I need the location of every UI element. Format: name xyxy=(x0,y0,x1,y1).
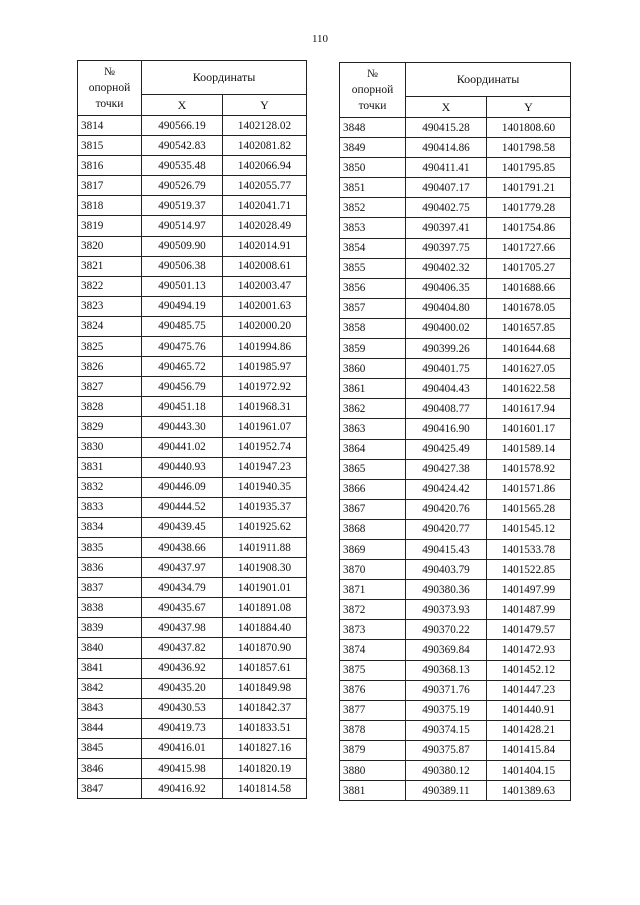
point-number-cell: 3864 xyxy=(340,439,406,459)
point-number-cell: 3835 xyxy=(78,537,142,557)
x-coordinate-cell: 490403.79 xyxy=(406,560,487,580)
x-coordinate-cell: 490420.76 xyxy=(406,499,487,519)
table-row xyxy=(340,519,571,539)
y-coordinate-cell: 1401870.90 xyxy=(223,638,307,658)
x-coordinate-cell: 490443.30 xyxy=(142,417,223,437)
y-coordinate-cell: 1401678.05 xyxy=(487,298,571,318)
x-coordinate-cell: 490425.49 xyxy=(406,439,487,459)
page-number: 110 xyxy=(311,33,329,45)
y-coordinate-cell: 1401644.68 xyxy=(487,339,571,359)
y-coordinate-cell: 1401791.21 xyxy=(487,178,571,198)
point-number-cell: 3832 xyxy=(78,477,142,497)
point-number-header xyxy=(78,61,142,116)
table-row xyxy=(78,377,307,397)
y-coordinate-cell: 1401472.93 xyxy=(487,640,571,660)
y-coordinate-cell: 1401389.63 xyxy=(487,781,571,801)
y-coordinate-cell: 1401808.60 xyxy=(487,118,571,138)
x-coordinate-cell: 490374.15 xyxy=(406,720,487,740)
coordinates-header: Координаты xyxy=(142,61,307,95)
x-coordinate-cell: 490437.82 xyxy=(142,638,223,658)
y-coordinate-cell: 1402000.20 xyxy=(223,316,307,336)
y-coordinate-cell: 1401925.62 xyxy=(223,517,307,537)
y-coordinate-cell: 1401627.05 xyxy=(487,359,571,379)
point-number-cell: 3838 xyxy=(78,598,142,618)
point-number-cell: 3827 xyxy=(78,377,142,397)
y-coordinate-cell: 1402001.63 xyxy=(223,296,307,316)
table-row xyxy=(340,640,571,660)
y-coordinate-cell: 1401952.74 xyxy=(223,437,307,457)
y-coordinate-cell: 1401947.23 xyxy=(223,457,307,477)
y-coordinate-cell: 1401578.92 xyxy=(487,459,571,479)
point-number-cell: 3828 xyxy=(78,397,142,417)
y-coordinate-cell: 1401688.66 xyxy=(487,278,571,298)
table-row xyxy=(340,339,571,359)
header-num-line-2: опорной xyxy=(88,82,131,94)
x-coordinate-cell: 490475.76 xyxy=(142,337,223,357)
x-coordinate-cell: 490416.01 xyxy=(142,738,223,758)
x-coordinate-cell: 490408.77 xyxy=(406,399,487,419)
y-header: Y xyxy=(223,95,307,116)
table-row xyxy=(340,198,571,218)
x-coordinate-cell: 490375.87 xyxy=(406,740,487,760)
table-row xyxy=(340,178,571,198)
x-coordinate-cell: 490427.38 xyxy=(406,459,487,479)
y-coordinate-cell: 1401911.88 xyxy=(223,537,307,557)
point-number-header xyxy=(340,63,406,118)
y-header: Y xyxy=(487,97,571,118)
x-coordinate-cell: 490406.35 xyxy=(406,278,487,298)
x-coordinate-cell: 490494.19 xyxy=(142,296,223,316)
x-coordinate-cell: 490465.72 xyxy=(142,357,223,377)
point-number-cell: 3847 xyxy=(78,779,142,799)
y-coordinate-cell: 1401849.98 xyxy=(223,678,307,698)
table-row xyxy=(78,417,307,437)
point-number-cell: 3831 xyxy=(78,457,142,477)
point-number-cell: 3834 xyxy=(78,517,142,537)
x-coordinate-cell: 490444.52 xyxy=(142,497,223,517)
table-row xyxy=(78,759,307,779)
y-coordinate-cell: 1401968.31 xyxy=(223,397,307,417)
x-coordinate-cell: 490370.22 xyxy=(406,620,487,640)
point-number-cell: 3814 xyxy=(78,116,142,136)
table-row xyxy=(78,256,307,276)
x-coordinate-cell: 490414.86 xyxy=(406,138,487,158)
coordinates-table-right xyxy=(339,62,571,801)
y-coordinate-cell: 1401798.58 xyxy=(487,138,571,158)
x-coordinate-cell: 490389.11 xyxy=(406,781,487,801)
point-number-cell: 3850 xyxy=(340,158,406,178)
table-row xyxy=(78,477,307,497)
point-number-cell: 3833 xyxy=(78,497,142,517)
table-row xyxy=(340,479,571,499)
y-coordinate-cell: 1401487.99 xyxy=(487,600,571,620)
x-coordinate-cell: 490526.79 xyxy=(142,176,223,196)
y-coordinate-cell: 1401727.66 xyxy=(487,238,571,258)
point-number-cell: 3866 xyxy=(340,479,406,499)
table-row xyxy=(340,600,571,620)
x-coordinate-cell: 490369.84 xyxy=(406,640,487,660)
point-number-cell: 3873 xyxy=(340,620,406,640)
y-coordinate-cell: 1401779.28 xyxy=(487,198,571,218)
table-row xyxy=(78,658,307,678)
y-coordinate-cell: 1401479.57 xyxy=(487,620,571,640)
point-number-cell: 3848 xyxy=(340,118,406,138)
x-coordinate-cell: 490399.26 xyxy=(406,339,487,359)
table-row xyxy=(340,298,571,318)
table-row xyxy=(340,278,571,298)
table-row xyxy=(78,316,307,336)
table-row xyxy=(78,176,307,196)
table-row xyxy=(340,700,571,720)
table-row xyxy=(340,720,571,740)
x-coordinate-cell: 490416.90 xyxy=(406,419,487,439)
header-num-line-2: опорной xyxy=(351,84,394,96)
coordinates-table-left xyxy=(77,60,307,799)
x-coordinate-cell: 490434.79 xyxy=(142,578,223,598)
y-coordinate-cell: 1401994.86 xyxy=(223,337,307,357)
point-number-cell: 3819 xyxy=(78,216,142,236)
point-number-cell: 3825 xyxy=(78,337,142,357)
y-coordinate-cell: 1401985.97 xyxy=(223,357,307,377)
point-number-cell: 3816 xyxy=(78,156,142,176)
x-coordinate-cell: 490402.32 xyxy=(406,258,487,278)
x-coordinate-cell: 490415.28 xyxy=(406,118,487,138)
x-coordinate-cell: 490420.77 xyxy=(406,519,487,539)
table-row xyxy=(78,337,307,357)
point-number-cell: 3837 xyxy=(78,578,142,598)
x-coordinate-cell: 490519.37 xyxy=(142,196,223,216)
point-number-cell: 3843 xyxy=(78,698,142,718)
point-number-cell: 3876 xyxy=(340,680,406,700)
table-row xyxy=(340,419,571,439)
y-coordinate-cell: 1402041.71 xyxy=(223,196,307,216)
point-number-cell: 3869 xyxy=(340,539,406,559)
y-coordinate-cell: 1401820.19 xyxy=(223,759,307,779)
point-number-cell: 3844 xyxy=(78,718,142,738)
y-coordinate-cell: 1401961.07 xyxy=(223,417,307,437)
table-row xyxy=(340,499,571,519)
point-number-cell: 3863 xyxy=(340,419,406,439)
x-coordinate-cell: 490404.43 xyxy=(406,379,487,399)
table-row xyxy=(340,560,571,580)
table-row xyxy=(78,598,307,618)
table-row xyxy=(78,558,307,578)
x-coordinate-cell: 490514.97 xyxy=(142,216,223,236)
header-num-line-1: № xyxy=(367,68,378,80)
y-coordinate-cell: 1402066.94 xyxy=(223,156,307,176)
point-number-cell: 3845 xyxy=(78,738,142,758)
x-coordinate-cell: 490401.75 xyxy=(406,359,487,379)
x-coordinate-cell: 490416.92 xyxy=(142,779,223,799)
table-row xyxy=(340,399,571,419)
x-coordinate-cell: 490407.17 xyxy=(406,178,487,198)
header-num-line-3: точки xyxy=(358,100,387,112)
table-row xyxy=(78,216,307,236)
y-coordinate-cell: 1401705.27 xyxy=(487,258,571,278)
table-row xyxy=(340,118,571,138)
table-row xyxy=(78,357,307,377)
point-number-cell: 3852 xyxy=(340,198,406,218)
x-coordinate-cell: 490419.73 xyxy=(142,718,223,738)
table-row xyxy=(340,318,571,338)
y-coordinate-cell: 1401972.92 xyxy=(223,377,307,397)
x-header: X xyxy=(142,95,223,116)
table-row xyxy=(340,218,571,238)
y-coordinate-cell: 1401857.61 xyxy=(223,658,307,678)
table-row xyxy=(78,537,307,557)
table-row xyxy=(78,718,307,738)
y-coordinate-cell: 1401891.08 xyxy=(223,598,307,618)
x-coordinate-cell: 490439.45 xyxy=(142,517,223,537)
point-number-cell: 3823 xyxy=(78,296,142,316)
point-number-cell: 3839 xyxy=(78,618,142,638)
table-row xyxy=(78,578,307,598)
point-number-cell: 3874 xyxy=(340,640,406,660)
y-coordinate-cell: 1401452.12 xyxy=(487,660,571,680)
y-coordinate-cell: 1401571.86 xyxy=(487,479,571,499)
x-coordinate-cell: 490375.19 xyxy=(406,700,487,720)
x-coordinate-cell: 490397.75 xyxy=(406,238,487,258)
y-coordinate-cell: 1402055.77 xyxy=(223,176,307,196)
point-number-cell: 3817 xyxy=(78,176,142,196)
x-coordinate-cell: 490400.02 xyxy=(406,318,487,338)
x-coordinate-cell: 490380.36 xyxy=(406,580,487,600)
x-coordinate-cell: 490485.75 xyxy=(142,316,223,336)
x-coordinate-cell: 490446.09 xyxy=(142,477,223,497)
y-coordinate-cell: 1401497.99 xyxy=(487,580,571,600)
point-number-cell: 3836 xyxy=(78,558,142,578)
point-number-cell: 3867 xyxy=(340,499,406,519)
table-row xyxy=(340,740,571,760)
x-coordinate-cell: 490437.98 xyxy=(142,618,223,638)
x-coordinate-cell: 490435.67 xyxy=(142,598,223,618)
x-coordinate-cell: 490424.42 xyxy=(406,479,487,499)
point-number-cell: 3840 xyxy=(78,638,142,658)
y-coordinate-cell: 1401617.94 xyxy=(487,399,571,419)
header-num-line-1: № xyxy=(104,66,115,78)
table-row xyxy=(340,580,571,600)
y-coordinate-cell: 1401657.85 xyxy=(487,318,571,338)
point-number-cell: 3877 xyxy=(340,700,406,720)
point-number-cell: 3860 xyxy=(340,359,406,379)
y-coordinate-cell: 1401533.78 xyxy=(487,539,571,559)
point-number-cell: 3881 xyxy=(340,781,406,801)
y-coordinate-cell: 1401545.12 xyxy=(487,519,571,539)
x-header: X xyxy=(406,97,487,118)
coordinates-header: Координаты xyxy=(406,63,571,97)
point-number-cell: 3815 xyxy=(78,136,142,156)
x-coordinate-cell: 490451.18 xyxy=(142,397,223,417)
table-row xyxy=(78,156,307,176)
y-coordinate-cell: 1402008.61 xyxy=(223,256,307,276)
table-row xyxy=(78,618,307,638)
point-number-cell: 3829 xyxy=(78,417,142,437)
point-number-cell: 3865 xyxy=(340,459,406,479)
x-coordinate-cell: 490380.12 xyxy=(406,761,487,781)
table-row xyxy=(78,116,307,136)
y-coordinate-cell: 1402081.82 xyxy=(223,136,307,156)
table-row xyxy=(78,738,307,758)
table-row xyxy=(340,620,571,640)
x-coordinate-cell: 490509.90 xyxy=(142,236,223,256)
x-coordinate-cell: 490542.83 xyxy=(142,136,223,156)
table-row xyxy=(78,397,307,417)
x-coordinate-cell: 490411.41 xyxy=(406,158,487,178)
point-number-cell: 3872 xyxy=(340,600,406,620)
y-coordinate-cell: 1402028.49 xyxy=(223,216,307,236)
x-coordinate-cell: 490506.38 xyxy=(142,256,223,276)
table-row xyxy=(340,258,571,278)
y-coordinate-cell: 1401901.01 xyxy=(223,578,307,598)
point-number-cell: 3871 xyxy=(340,580,406,600)
point-number-cell: 3820 xyxy=(78,236,142,256)
x-coordinate-cell: 490371.76 xyxy=(406,680,487,700)
table-row xyxy=(340,459,571,479)
y-coordinate-cell: 1401795.85 xyxy=(487,158,571,178)
x-coordinate-cell: 490430.53 xyxy=(142,698,223,718)
table-row xyxy=(340,781,571,801)
table-row xyxy=(340,761,571,781)
x-coordinate-cell: 490437.97 xyxy=(142,558,223,578)
table-row xyxy=(78,678,307,698)
y-coordinate-cell: 1401908.30 xyxy=(223,558,307,578)
point-number-cell: 3861 xyxy=(340,379,406,399)
x-coordinate-cell: 490435.20 xyxy=(142,678,223,698)
y-coordinate-cell: 1402014.91 xyxy=(223,236,307,256)
point-number-cell: 3862 xyxy=(340,399,406,419)
y-coordinate-cell: 1401589.14 xyxy=(487,439,571,459)
y-coordinate-cell: 1401601.17 xyxy=(487,419,571,439)
table-row xyxy=(340,359,571,379)
point-number-cell: 3853 xyxy=(340,218,406,238)
x-coordinate-cell: 490415.43 xyxy=(406,539,487,559)
table-row xyxy=(78,196,307,216)
point-number-cell: 3856 xyxy=(340,278,406,298)
point-number-cell: 3879 xyxy=(340,740,406,760)
point-number-cell: 3824 xyxy=(78,316,142,336)
x-coordinate-cell: 490456.79 xyxy=(142,377,223,397)
table-row xyxy=(78,136,307,156)
y-coordinate-cell: 1401935.37 xyxy=(223,497,307,517)
table-row xyxy=(340,158,571,178)
x-coordinate-cell: 490436.92 xyxy=(142,658,223,678)
point-number-cell: 3821 xyxy=(78,256,142,276)
x-coordinate-cell: 490501.13 xyxy=(142,276,223,296)
table-row xyxy=(78,276,307,296)
y-coordinate-cell: 1401842.37 xyxy=(223,698,307,718)
y-coordinate-cell: 1401415.84 xyxy=(487,740,571,760)
table-row xyxy=(78,457,307,477)
y-coordinate-cell: 1401404.15 xyxy=(487,761,571,781)
table-row xyxy=(340,439,571,459)
point-number-cell: 3857 xyxy=(340,298,406,318)
y-coordinate-cell: 1401827.16 xyxy=(223,738,307,758)
x-coordinate-cell: 490373.93 xyxy=(406,600,487,620)
table-row xyxy=(78,638,307,658)
y-coordinate-cell: 1401565.28 xyxy=(487,499,571,519)
y-coordinate-cell: 1401833.51 xyxy=(223,718,307,738)
point-number-cell: 3868 xyxy=(340,519,406,539)
table-row xyxy=(78,779,307,799)
x-coordinate-cell: 490402.75 xyxy=(406,198,487,218)
table-row xyxy=(340,539,571,559)
table-row xyxy=(78,497,307,517)
point-number-cell: 3818 xyxy=(78,196,142,216)
y-coordinate-cell: 1401622.58 xyxy=(487,379,571,399)
x-coordinate-cell: 490404.80 xyxy=(406,298,487,318)
point-number-cell: 3822 xyxy=(78,276,142,296)
y-coordinate-cell: 1401814.58 xyxy=(223,779,307,799)
table-row xyxy=(78,698,307,718)
y-coordinate-cell: 1401940.35 xyxy=(223,477,307,497)
point-number-cell: 3849 xyxy=(340,138,406,158)
x-coordinate-cell: 490440.93 xyxy=(142,457,223,477)
point-number-cell: 3878 xyxy=(340,720,406,740)
y-coordinate-cell: 1402003.47 xyxy=(223,276,307,296)
point-number-cell: 3842 xyxy=(78,678,142,698)
point-number-cell: 3880 xyxy=(340,761,406,781)
x-coordinate-cell: 490566.19 xyxy=(142,116,223,136)
table-row xyxy=(340,680,571,700)
header-num-line-3: точки xyxy=(95,98,124,110)
y-coordinate-cell: 1401754.86 xyxy=(487,218,571,238)
point-number-cell: 3859 xyxy=(340,339,406,359)
point-number-cell: 3854 xyxy=(340,238,406,258)
x-coordinate-cell: 490415.98 xyxy=(142,759,223,779)
x-coordinate-cell: 490397.41 xyxy=(406,218,487,238)
y-coordinate-cell: 1401884.40 xyxy=(223,618,307,638)
point-number-cell: 3826 xyxy=(78,357,142,377)
table-row xyxy=(78,437,307,457)
y-coordinate-cell: 1402128.02 xyxy=(223,116,307,136)
point-number-cell: 3851 xyxy=(340,178,406,198)
point-number-cell: 3846 xyxy=(78,759,142,779)
table-row xyxy=(340,138,571,158)
x-coordinate-cell: 490368.13 xyxy=(406,660,487,680)
point-number-cell: 3841 xyxy=(78,658,142,678)
point-number-cell: 3875 xyxy=(340,660,406,680)
point-number-cell: 3858 xyxy=(340,318,406,338)
table-row xyxy=(340,660,571,680)
table-row xyxy=(78,296,307,316)
x-coordinate-cell: 490438.66 xyxy=(142,537,223,557)
y-coordinate-cell: 1401440.91 xyxy=(487,700,571,720)
x-coordinate-cell: 490535.48 xyxy=(142,156,223,176)
x-coordinate-cell: 490441.02 xyxy=(142,437,223,457)
table-row xyxy=(340,238,571,258)
table-row xyxy=(340,379,571,399)
y-coordinate-cell: 1401447.23 xyxy=(487,680,571,700)
table-row xyxy=(78,236,307,256)
point-number-cell: 3855 xyxy=(340,258,406,278)
y-coordinate-cell: 1401428.21 xyxy=(487,720,571,740)
y-coordinate-cell: 1401522.85 xyxy=(487,560,571,580)
point-number-cell: 3830 xyxy=(78,437,142,457)
table-row xyxy=(78,517,307,537)
point-number-cell: 3870 xyxy=(340,560,406,580)
